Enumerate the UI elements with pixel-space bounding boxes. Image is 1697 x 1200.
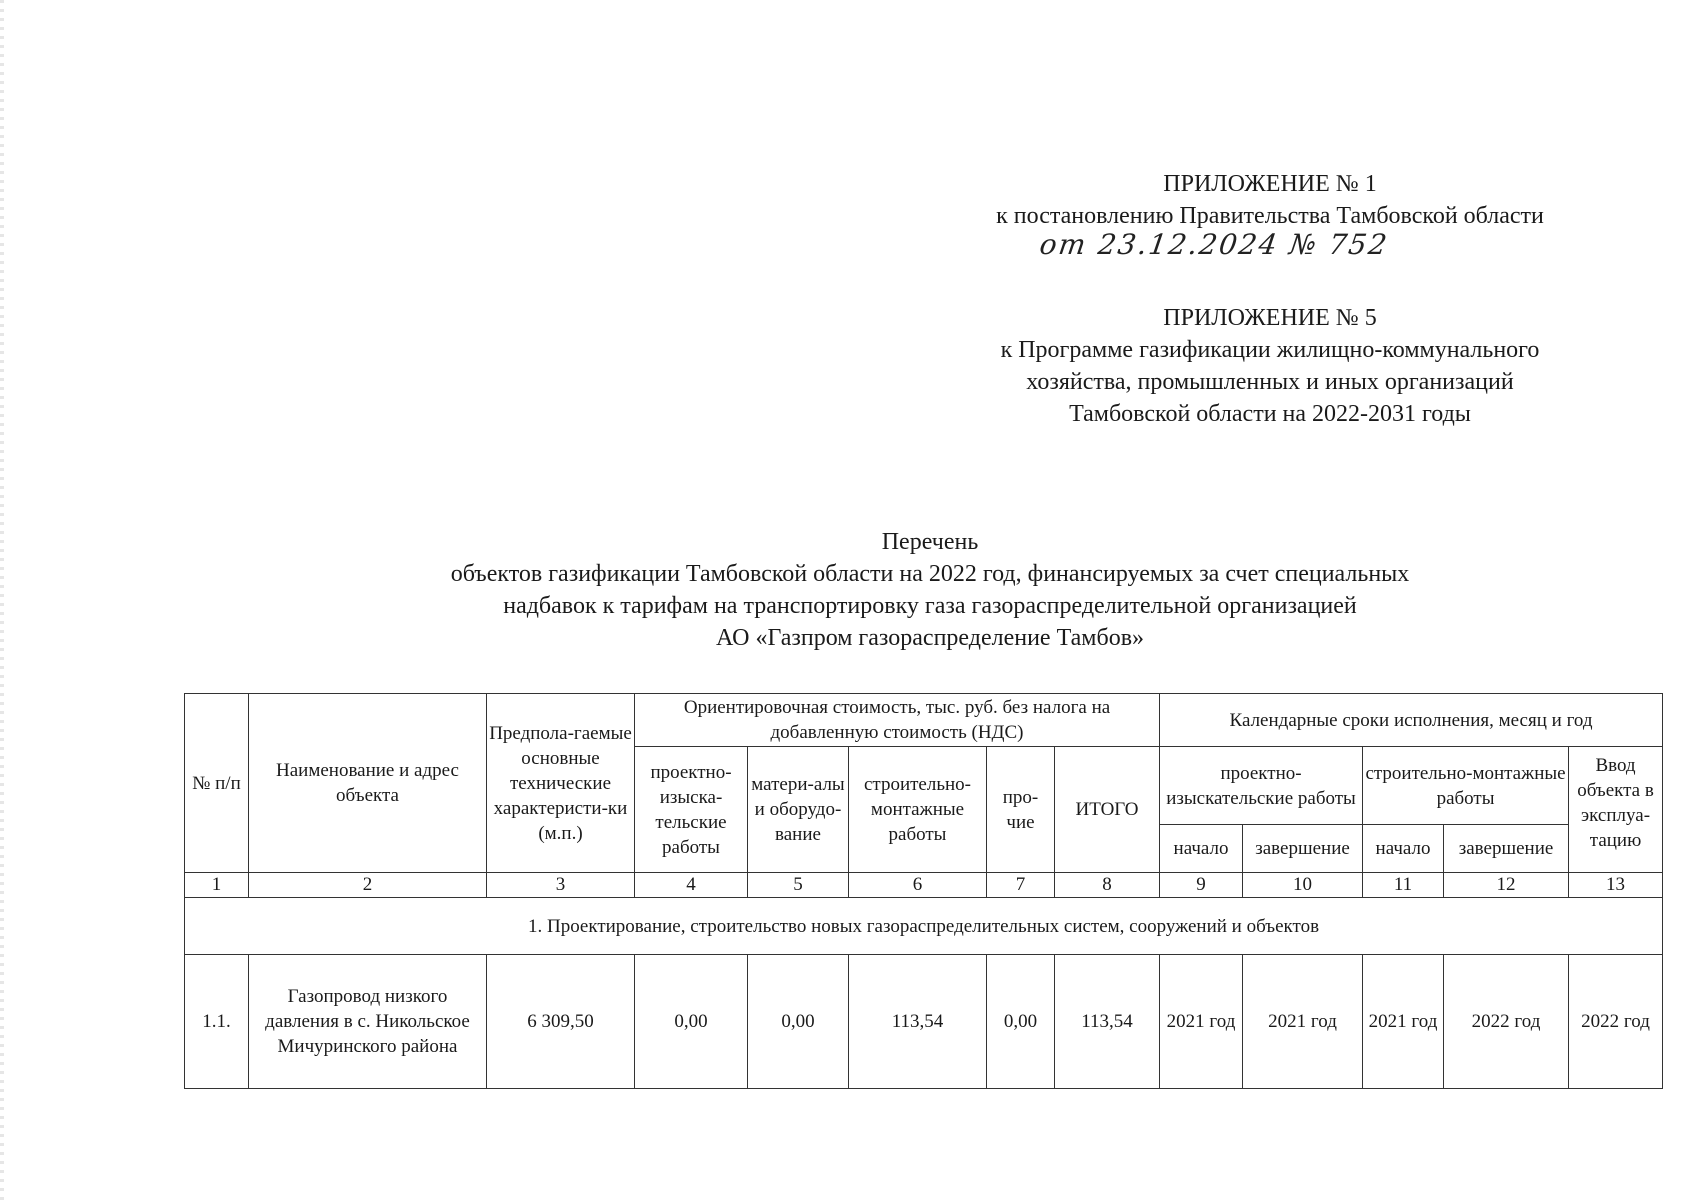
column-number: 13: [1569, 873, 1663, 898]
scan-edge-artifact: [0, 0, 4, 1200]
appendix-5-title: ПРИЛОЖЕНИЕ № 5: [1163, 305, 1377, 331]
column-number: 4: [635, 873, 748, 898]
table-row: [185, 955, 1663, 1089]
column-number: 11: [1363, 873, 1444, 898]
row-design-start: 2021 год: [1160, 955, 1243, 1089]
header-construction-works: строительно-монтажные работы: [1363, 747, 1569, 825]
document-title-line-3: надбавок к тарифам на транспортировку газа газораспределительной организацией: [503, 593, 1357, 619]
appendix-5-header: [930, 302, 1610, 430]
appendix-1-header: [930, 168, 1610, 232]
header-name: Наименование и адрес объекта: [249, 694, 487, 873]
appendix-5-line-1: к Программе газификации жилищно-коммунального: [1000, 337, 1540, 363]
header-design-survey: проектно-изыскательские работы: [1160, 747, 1363, 825]
header-construction-start: начало: [1363, 825, 1444, 873]
row-construction-cost: 113,54: [849, 955, 987, 1089]
column-number: 7: [987, 873, 1055, 898]
header-construction: строительно-монтажные работы: [849, 747, 987, 873]
column-number: 2: [249, 873, 487, 898]
row-construction-end: 2022 год: [1444, 955, 1569, 1089]
gasification-objects-table: [184, 693, 1663, 1089]
header-construction-end: завершение: [1444, 825, 1569, 873]
appendix-5-line-3: Тамбовской области на 2022-2031 годы: [1069, 401, 1471, 427]
row-total-cost: 113,54: [1055, 955, 1160, 1089]
handwritten-date-number: от 23.12.2024 № 752: [1037, 228, 1391, 261]
section-row: [185, 898, 1663, 955]
header-materials: матери-алы и оборудо-вание: [748, 747, 849, 873]
header-characteristics: Предпола-гаемые основные технические характеристи-ки (м.п.): [487, 694, 635, 873]
header-design-works: проектно-изыска-тельские работы: [635, 747, 748, 873]
column-number: 6: [849, 873, 987, 898]
appendix-1-subtitle: к постановлению Правительства Тамбовской области: [996, 203, 1544, 229]
row-name: Газопровод низкого давления в с. Никольское Мичуринского района: [249, 955, 487, 1089]
row-commissioning: 2022 год: [1569, 955, 1663, 1089]
document-title: [300, 526, 1560, 654]
header-other: про-чие: [987, 747, 1055, 873]
row-other-cost: 0,00: [987, 955, 1055, 1089]
column-number: 3: [487, 873, 635, 898]
document-title-line-4: АО «Газпром газораспределение Тамбов»: [715, 625, 1145, 651]
row-construction-start: 2021 год: [1363, 955, 1444, 1089]
appendix-1-title: ПРИЛОЖЕНИЕ № 1: [1163, 171, 1377, 197]
column-number: 12: [1444, 873, 1569, 898]
column-number: 10: [1243, 873, 1363, 898]
row-design-cost: 0,00: [635, 955, 748, 1089]
document-title-line-2: объектов газификации Тамбовской области на 2022 год, финансируемых за счет специальных: [450, 561, 1410, 587]
header-commissioning: Ввод объекта в эксплуа-тацию: [1569, 747, 1663, 873]
document-title-line-1: Перечень: [881, 529, 979, 555]
column-number: 9: [1160, 873, 1243, 898]
column-number: 1: [185, 873, 249, 898]
header-design-start: начало: [1160, 825, 1243, 873]
row-design-end: 2021 год: [1243, 955, 1363, 1089]
header-total: ИТОГО: [1055, 747, 1160, 873]
header-calendar-group: Календарные сроки исполнения, месяц и год: [1160, 694, 1663, 747]
row-num: 1.1.: [185, 955, 249, 1089]
appendix-5-line-2: хозяйства, промышленных и иных организаций: [1026, 369, 1514, 395]
row-materials-cost: 0,00: [748, 955, 849, 1089]
header-num: № п/п: [185, 694, 249, 873]
column-numbers-row: [185, 873, 1663, 898]
header-cost-group: Ориентировочная стоимость, тыс. руб. без налога на добавленную стоимость (НДС): [635, 694, 1160, 747]
row-length: 6 309,50: [487, 955, 635, 1089]
header-design-end: завершение: [1243, 825, 1363, 873]
section-title: 1. Проектирование, строительство новых газораспределительных систем, сооружений и объектов: [185, 898, 1663, 955]
column-number: 5: [748, 873, 849, 898]
column-number: 8: [1055, 873, 1160, 898]
